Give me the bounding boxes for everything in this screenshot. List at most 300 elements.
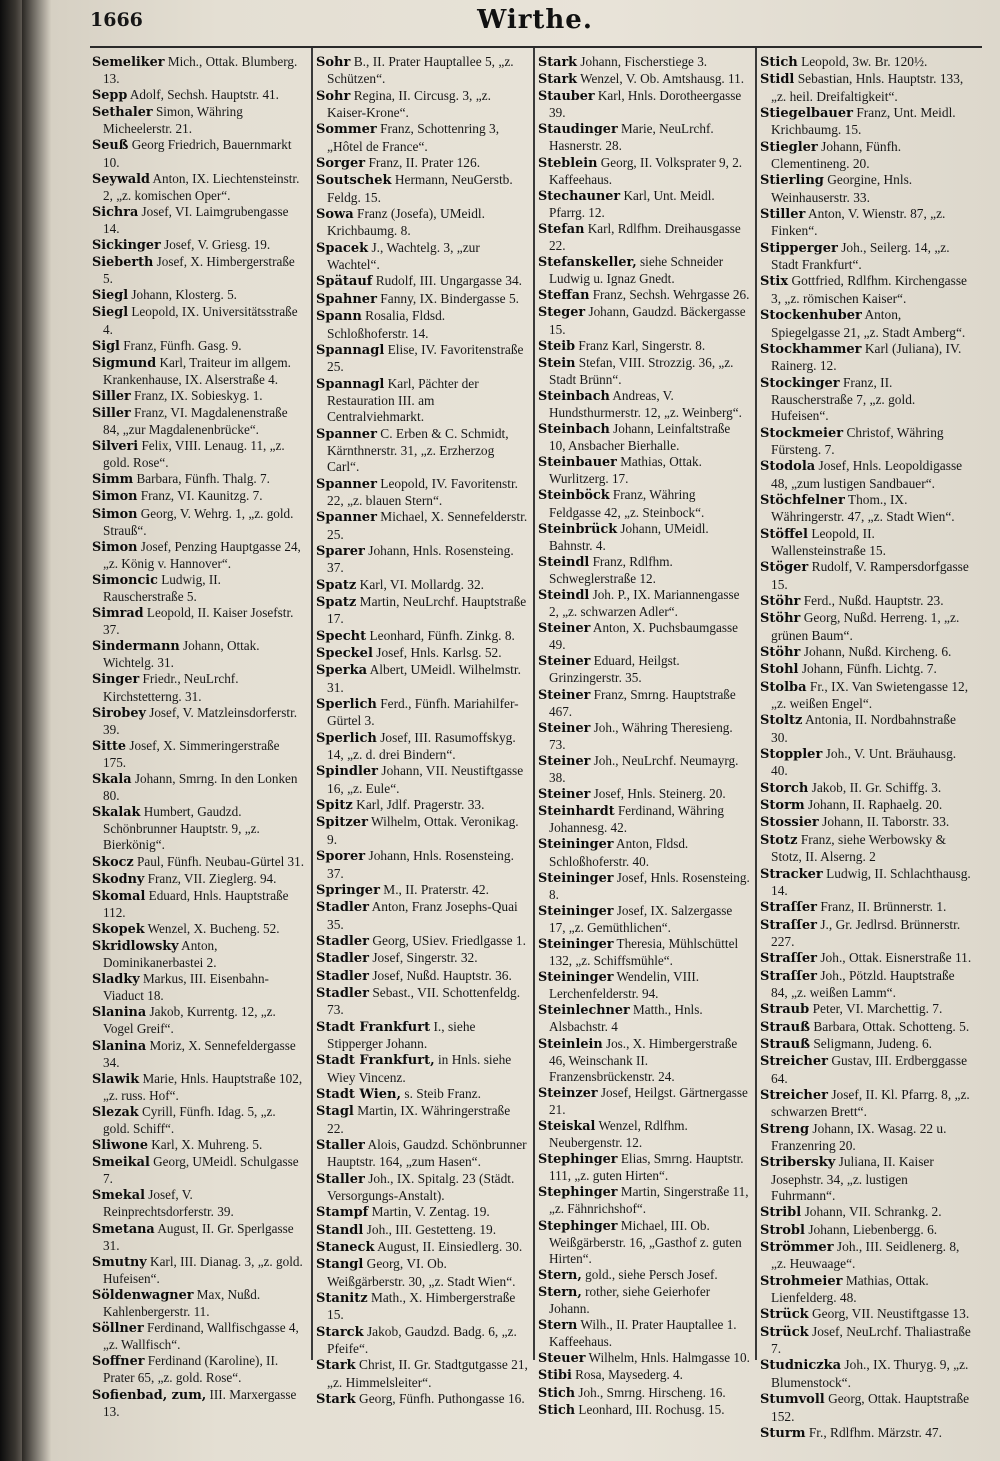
directory-entry xyxy=(92,1221,304,1254)
directory-entry xyxy=(538,936,750,969)
directory-entry xyxy=(316,763,528,797)
directory-entry xyxy=(538,121,750,154)
entry-details: Peter, VI. Marchettig. 7. xyxy=(812,1001,943,1017)
directory-entry xyxy=(92,405,304,438)
entry-details: Johann, Nußd. Kircheng. 6. xyxy=(803,644,952,660)
entry-details: Ludwig, II. Rauscherstraße 5. xyxy=(103,571,221,604)
entry-name: Sohr xyxy=(316,55,351,70)
entry-details: Josef, Hnls. Leopoldigasse 48, „zum lustigen Sandbauer“. xyxy=(771,458,963,491)
entry-details: Josef, V. Griesg. 19. xyxy=(164,237,271,253)
directory-entry xyxy=(92,237,304,254)
directory-entry xyxy=(538,521,750,554)
entry-name: Standl xyxy=(316,1222,364,1238)
directory-entry xyxy=(538,54,750,71)
entry-name: Stanitz xyxy=(316,1291,368,1307)
entry-details: Georg, VII. Neustiftgasse 13. xyxy=(811,1306,970,1322)
entry-name: Stangl xyxy=(316,1257,364,1273)
directory-entry xyxy=(92,671,304,704)
entry-name: Slanina xyxy=(92,1038,147,1054)
directory-entry xyxy=(316,1256,528,1290)
entry-name: Storm xyxy=(760,798,805,814)
directory-entry xyxy=(316,121,528,155)
directory-entry xyxy=(538,687,750,720)
directory-entry xyxy=(760,1001,972,1018)
entry-details: Josef, X. Simmeringerstraße 175. xyxy=(103,737,280,770)
entry-details: Joh. P., IX. Mariannengasse 2, „z. schwarzen Adler“. xyxy=(549,587,740,620)
directory-entry xyxy=(760,1036,972,1053)
directory-entry xyxy=(316,509,528,543)
header-rule xyxy=(90,46,982,48)
entry-details: Gottfried, Rdlfhm. Kirchengasse 3, „z. römischen Kaiser“. xyxy=(771,273,967,306)
entry-details: Georg, Fünfh. Puthongasse 16. xyxy=(359,1391,525,1407)
entry-details: Franz, II. Prater 126. xyxy=(368,155,481,171)
entry-name: Stadler xyxy=(316,933,369,949)
directory-entry xyxy=(538,155,750,188)
entry-details: Josef, NeuLrchf. Thaliastraße 7. xyxy=(771,1323,971,1357)
entry-name: Sickinger xyxy=(92,238,161,254)
entry-details: Johann, II. Taborstr. 33. xyxy=(822,814,950,830)
entry-name: Steiner xyxy=(538,787,591,803)
entry-name: Steinlein xyxy=(538,1036,603,1052)
entry-name: Stix xyxy=(760,274,789,290)
entry-name: Singer xyxy=(92,672,140,688)
entry-name: Sethaler xyxy=(92,105,153,121)
entry-name: Straſſer xyxy=(760,900,817,916)
entry-name: Steffan xyxy=(538,288,590,304)
entry-details: Joh., III. Seidlenerg. 8, „z. Heuwaage“. xyxy=(771,1239,960,1272)
entry-name: Spindler xyxy=(316,764,379,780)
entry-details: Johann, UMeidl. Bahnstr. 4. xyxy=(549,520,709,553)
directory-entry xyxy=(760,341,972,375)
directory-entry xyxy=(760,610,972,644)
entry-name: Stossier xyxy=(760,815,819,831)
entry-name: Stefanskeller, xyxy=(538,255,637,271)
directory-entry xyxy=(92,854,304,871)
entry-name: Stumvoll xyxy=(760,1392,825,1408)
directory-entry xyxy=(316,577,528,594)
entry-name: Seywald xyxy=(92,171,150,187)
entry-details: August, II. Einsiedlerg. 30. xyxy=(377,1239,523,1255)
directory-entry xyxy=(760,375,972,425)
entry-details: Josef, Nußd. Hauptstr. 36. xyxy=(372,967,512,983)
directory-entry xyxy=(92,104,304,137)
entry-details: Moriz, X. Sennefeldergasse 34. xyxy=(103,1037,296,1070)
directory-entry xyxy=(316,1204,528,1221)
directory-entry xyxy=(92,1320,304,1353)
directory-column-2 xyxy=(316,54,528,1409)
entry-details: Rosa, Maysederg. 4. xyxy=(575,1367,683,1383)
entry-name: Steininger xyxy=(538,837,614,853)
entry-details: Johann, Liebenbergg. 6. xyxy=(808,1221,938,1237)
entry-name: Stodola xyxy=(760,459,816,475)
entry-details: Karl, Traiteur im allgem. Krankenhause, IX. Alserstraße 4. xyxy=(103,354,291,387)
directory-entry xyxy=(760,206,972,240)
entry-details: Karl, Hnls. Dorotheergasse 39. xyxy=(549,88,742,121)
directory-entry xyxy=(538,254,750,287)
entry-details: Leopold, II. Kaiser Josefstr. 37. xyxy=(103,605,294,638)
entry-details: Joh., Seilerg. 14, „z. Stadt Frankfurt“. xyxy=(771,239,950,273)
directory-entry xyxy=(760,644,972,661)
directory-entry xyxy=(92,938,304,971)
entry-name: Steinbach xyxy=(538,388,610,404)
entry-details: Jos., X. Himbergerstraße 46, Weinschank II. Franzensbrückenstr. 24. xyxy=(549,1035,738,1084)
entry-details: Franz, VI. Magdalenenstraße 84, „zur Magdalenenbrücke“. xyxy=(103,404,288,438)
entry-name: Straſſer xyxy=(760,951,817,967)
entry-name: Steib xyxy=(538,338,576,354)
entry-name: Staller xyxy=(316,1171,365,1187)
entry-details: Mathias, Ottak. Wurlitzerg. 17. xyxy=(549,454,702,487)
entry-name: Steindl xyxy=(538,588,590,603)
directory-entry xyxy=(760,950,972,967)
entry-details: Johann, Gaudzd. Bäckergasse 15. xyxy=(549,304,746,337)
entry-name: Stadt Wien, xyxy=(316,1086,401,1102)
entry-details: M., II. Praterstr. 42. xyxy=(383,881,489,897)
directory-entry xyxy=(316,797,528,814)
entry-name: Stadler xyxy=(316,900,369,916)
entry-name: Spitz xyxy=(316,798,353,814)
entry-details: Anton, V. Wienstr. 87, „z. Finken“. xyxy=(771,206,946,239)
entry-details: Franz, II. Rauscherstraße 7, „z. gold. Hufeisen“. xyxy=(771,374,916,424)
directory-entry xyxy=(316,950,528,967)
directory-entry xyxy=(92,1353,304,1386)
entry-name: Smeikal xyxy=(92,1155,150,1171)
directory-entry xyxy=(538,620,750,653)
entry-name: Sperlich xyxy=(316,730,377,746)
entry-name: Stöhr xyxy=(760,611,801,627)
column-divider xyxy=(533,48,535,1360)
directory-entry xyxy=(316,1222,528,1239)
entry-name: Skodny xyxy=(92,871,145,887)
page-number: 1666 xyxy=(90,9,143,31)
entry-details: Anton, IX. Liechtensteinstr. 2, „z. komischen Oper“. xyxy=(103,170,300,203)
entry-name: Sowa xyxy=(316,207,354,223)
directory-entry xyxy=(538,554,750,587)
entry-name: Stidl xyxy=(760,72,795,88)
directory-entry xyxy=(760,1154,972,1204)
directory-entry xyxy=(538,454,750,487)
entry-name: Stadler xyxy=(316,968,369,984)
entry-name: Stadler xyxy=(316,985,369,1001)
entry-name: Seuß xyxy=(92,138,129,154)
entry-details: Leonhard, III. Rochusg. 15. xyxy=(578,1401,725,1417)
directory-entry xyxy=(316,426,528,476)
entry-name: Stöhr xyxy=(760,645,801,661)
directory-entry xyxy=(760,780,972,797)
entry-name: Siegl xyxy=(92,288,129,304)
entry-name: Sigl xyxy=(92,338,120,354)
directory-entry xyxy=(316,543,528,577)
directory-entry xyxy=(92,638,304,671)
entry-details: Jakob, II. Gr. Schiffg. 3. xyxy=(811,779,942,795)
entry-details: Anton, Dominikanerbastei 2. xyxy=(103,937,218,971)
directory-entry xyxy=(760,899,972,916)
entry-details: Rosalia, Fldsd. Schloßhoferstr. 14. xyxy=(327,308,446,341)
directory-entry xyxy=(538,653,750,686)
entry-name: Storch xyxy=(760,780,809,796)
directory-entry xyxy=(316,1052,528,1086)
entry-name: Steiner xyxy=(538,687,591,703)
directory-entry xyxy=(92,921,304,938)
directory-entry xyxy=(760,458,972,492)
entry-name: Strück xyxy=(760,1324,809,1340)
directory-entry xyxy=(760,71,972,105)
entry-details: Elias, Smrng. Hauptstr. 111, „z. guten Hirten“. xyxy=(549,1151,744,1184)
directory-entry xyxy=(538,221,750,254)
entry-details: Karl, VI. Mollardg. 32. xyxy=(359,576,484,592)
directory-entry xyxy=(538,1284,750,1317)
entry-details: Sebast., VII. Schottenfeldg. 73. xyxy=(327,984,521,1018)
entry-name: Simoncic xyxy=(92,572,158,588)
entry-name: Steinbrück xyxy=(538,521,618,537)
entry-details: Eduard, Hnls. Hauptstraße 112. xyxy=(103,887,289,920)
entry-name: Silveri xyxy=(92,439,139,455)
entry-name: Strömmer xyxy=(760,1240,834,1256)
entry-name: Sliwone xyxy=(92,1138,148,1154)
directory-entry xyxy=(92,355,304,388)
entry-name: Steinhardt xyxy=(538,804,615,820)
entry-name: Stark xyxy=(316,1392,356,1408)
entry-details: Barbara, Ottak. Schotteng. 5. xyxy=(813,1018,970,1034)
directory-entry xyxy=(92,304,304,337)
entry-details: Wilhelm, Hnls. Halmgasse 10. xyxy=(588,1350,750,1366)
directory-entry xyxy=(538,287,750,304)
directory-entry xyxy=(316,1391,528,1408)
entry-details: Fanny, IX. Bindergasse 5. xyxy=(380,290,520,306)
entry-name: Stark xyxy=(316,1358,356,1374)
entry-name: Strauß xyxy=(760,1036,810,1052)
directory-entry xyxy=(316,1019,528,1053)
directory-entry xyxy=(92,338,304,355)
entry-details: Wilhelm, Ottak. Veronikag. 9. xyxy=(327,814,519,847)
directory-entry xyxy=(538,1184,750,1217)
directory-entry xyxy=(316,1239,528,1256)
entry-details: Josef, Hnls. Karlsg. 52. xyxy=(376,645,502,661)
entry-name: Stephinger xyxy=(538,1152,618,1168)
entry-name: Skomal xyxy=(92,888,146,904)
entry-name: Sommer xyxy=(316,122,377,138)
directory-entry xyxy=(538,587,750,620)
entry-details: Karl, Rdlfhm. Dreihausgasse 22. xyxy=(549,220,741,254)
directory-entry xyxy=(316,1290,528,1324)
entry-name: Sofienbad, zum, xyxy=(92,1387,207,1403)
entry-name: Stephinger xyxy=(538,1218,618,1234)
directory-entry xyxy=(760,797,972,814)
entry-name: Stephinger xyxy=(538,1185,618,1201)
entry-details: Karl (Juliana), IV. Rainerg. 12. xyxy=(771,340,962,374)
directory-entry xyxy=(760,1019,972,1036)
entry-details: Josef, Singerstr. 32. xyxy=(372,950,478,966)
directory-entry xyxy=(538,1402,750,1419)
entry-details: Johann, Klosterg. 5. xyxy=(131,287,237,303)
entry-name: Strobl xyxy=(760,1222,805,1238)
directory-entry xyxy=(316,476,528,510)
entry-details: Karl, Jdlf. Pragerstr. 33. xyxy=(356,797,485,813)
directory-column-4 xyxy=(760,54,972,1442)
entry-name: Steiner xyxy=(538,720,591,736)
entry-details: Michael, III. Ob. Weißgärberstr. 16, „Gasthof z. guten Hirten“. xyxy=(549,1217,742,1266)
directory-column-1 xyxy=(92,54,304,1420)
entry-name: Stockenhuber xyxy=(760,308,862,324)
entry-name: Stern, xyxy=(538,1284,582,1300)
directory-entry xyxy=(760,679,972,713)
directory-entry xyxy=(760,273,972,307)
entry-details: Georg, Ottak. Hauptstraße 152. xyxy=(771,1391,970,1424)
entry-name: Stark xyxy=(538,72,578,88)
entry-details: Joh., IX. Thuryg. 9, „z. Blumenstock“. xyxy=(771,1357,969,1390)
directory-entry xyxy=(760,746,972,780)
entry-details: Franz, Währing Feldgasse 42, „z. Steinbock“. xyxy=(549,487,705,520)
entry-name: Spanner xyxy=(316,426,377,442)
entry-details: gold., siehe Persch Josef. xyxy=(585,1266,718,1282)
directory-entry xyxy=(760,1391,972,1425)
entry-details: B., II. Prater Hauptallee 5, „z. Schützen“. xyxy=(327,54,514,87)
entry-name: Sorger xyxy=(316,156,366,172)
entry-name: Sporer xyxy=(316,849,366,865)
entry-name: Spannagl xyxy=(316,376,385,392)
directory-entry xyxy=(760,1425,972,1442)
entry-details: Franz, Unt. Meidl. Krichbaumg. 15. xyxy=(771,105,956,138)
entry-name: Smutny xyxy=(92,1254,147,1270)
entry-details: Franz, VII. Zieglerg. 94. xyxy=(147,870,277,886)
directory-entry xyxy=(92,1387,304,1420)
directory-entry xyxy=(92,1104,304,1137)
entry-name: Straſſer xyxy=(760,917,817,933)
entry-name: Slawik xyxy=(92,1071,140,1087)
entry-details: Anton, X. Puchsbaumgasse 49. xyxy=(549,620,738,653)
directory-entry xyxy=(760,240,972,274)
entry-name: Skridlowsky xyxy=(92,938,179,954)
entry-details: Fr., Rdlfhm. Märzstr. 47. xyxy=(808,1424,942,1440)
entry-details: Josef, Hnls. Rosensteing. 8. xyxy=(549,869,750,902)
entry-name: Stöffel xyxy=(760,526,808,542)
column-divider xyxy=(311,48,313,1360)
directory-entry xyxy=(92,287,304,304)
entry-name: Stein xyxy=(538,355,576,371)
entry-details: Wenzel, X. Bucheng. 52. xyxy=(147,920,280,936)
directory-entry xyxy=(316,1171,528,1205)
entry-details: Felix, VIII. Lenaug. 11, „z. gold. Rose“. xyxy=(103,438,285,471)
entry-name: Stechauner xyxy=(538,188,621,204)
directory-entry xyxy=(92,488,304,505)
entry-name: Stöchfelner xyxy=(760,492,845,508)
entry-name: Siller xyxy=(92,405,131,421)
entry-details: Franz, Fünfh. Gasg. 9. xyxy=(123,337,242,353)
entry-details: Wilh., II. Prater Hauptallee 1. Kaffeehaus. xyxy=(549,1317,737,1350)
directory-entry xyxy=(316,291,528,308)
directory-entry xyxy=(92,388,304,405)
entry-name: Springer xyxy=(316,882,380,898)
directory-entry xyxy=(316,848,528,882)
entry-name: Stolba xyxy=(760,679,807,695)
entry-details: Michael, X. Sennefelderstr. 25. xyxy=(327,509,528,542)
entry-name: Strück xyxy=(760,1307,809,1323)
entry-details: Albert, UMeidl. Wilhelmstr. 31. xyxy=(327,662,521,695)
directory-entry xyxy=(316,155,528,172)
entry-name: Stern, xyxy=(538,1267,582,1283)
directory-entry xyxy=(538,355,750,388)
entry-details: Karl, Unt. Meidl. Pfarrg. 12. xyxy=(549,187,715,220)
entry-name: Sperlich xyxy=(316,697,377,713)
entry-details: Josef, Hnls. Steinerg. 20. xyxy=(593,786,726,802)
directory-entry xyxy=(760,1204,972,1221)
entry-name: Spanner xyxy=(316,476,377,492)
directory-entry xyxy=(92,204,304,237)
entry-name: Stefan xyxy=(538,221,585,237)
entry-details: Johann, Ottak. Wichtelg. 31. xyxy=(103,638,260,671)
entry-details: Johann, IX. Wasag. 22 u. Franzenring 20. xyxy=(771,1120,947,1153)
directory-entry xyxy=(538,188,750,221)
directory-entry xyxy=(538,1002,750,1035)
directory-entry xyxy=(760,54,972,71)
directory-column-3 xyxy=(538,54,750,1419)
directory-entry xyxy=(538,487,750,520)
entry-details: Johann, Fischerstiege 3. xyxy=(580,54,708,69)
entry-details: Joh., Pötzld. Hauptstraße 84, „z. weißen Lamm“. xyxy=(771,967,955,1000)
entry-name: Simon xyxy=(92,489,138,505)
entry-details: siehe Schneider Ludwig u. Ignaz Gnedt. xyxy=(549,254,724,287)
directory-entry xyxy=(92,471,304,488)
entry-name: Sparer xyxy=(316,543,365,559)
directory-entry xyxy=(538,1118,750,1151)
entry-name: Smetana xyxy=(92,1221,155,1237)
directory-entry xyxy=(538,1085,750,1118)
directory-entry xyxy=(92,738,304,771)
entry-name: Stöger xyxy=(760,560,809,576)
entry-details: Georg, USiev. Friedlgasse 1. xyxy=(372,932,526,948)
entry-details: Markus, III. Eisenbahn-Viaduct 18. xyxy=(103,971,269,1004)
entry-details: Jakob, Kurrentg. 12, „z. Vogel Greif“. xyxy=(103,1004,276,1037)
entry-details: Georgine, Hnls. Weinhauserstr. 33. xyxy=(771,172,913,205)
entry-details: Theresia, Mühlschüttel 132, „z. Schiffsmühle“. xyxy=(549,935,739,969)
entry-details: Wenzel, Rdlfhm. Neubergenstr. 12. xyxy=(549,1118,688,1151)
entry-name: Skopek xyxy=(92,921,145,937)
entry-details: Paul, Fünfh. Neubau-Gürtel 31. xyxy=(137,853,305,869)
entry-details: Barbara, Fünfh. Thalg. 7. xyxy=(136,471,270,487)
directory-entry xyxy=(760,172,972,206)
entry-name: Stribl xyxy=(760,1205,802,1221)
entry-name: Skalak xyxy=(92,805,141,821)
entry-name: Stern xyxy=(538,1318,578,1334)
entry-details: Joh., Smrng. Hirscheng. 16. xyxy=(578,1384,726,1400)
entry-name: Semeliker xyxy=(92,55,165,70)
directory-entry xyxy=(538,903,750,936)
entry-name: Soutschek xyxy=(316,173,392,189)
directory-entry xyxy=(760,866,972,900)
directory-entry xyxy=(316,1324,528,1358)
entry-name: Sindermann xyxy=(92,639,180,655)
entry-details: Karl, X. Muhreng. 5. xyxy=(151,1137,263,1153)
entry-name: Stiller xyxy=(760,207,806,223)
directory-entry xyxy=(760,526,972,560)
entry-details: Ludwig, II. Schlachthausg. 14. xyxy=(771,865,971,898)
entry-details: Elise, IV. Favoritenstraße 25. xyxy=(327,341,524,375)
directory-entry xyxy=(538,786,750,803)
entry-details: Eduard, Heilgst. Grinzingerstr. 35. xyxy=(549,653,680,686)
directory-entry xyxy=(760,1306,972,1323)
entry-details: Marie, NeuLrchf. Hasnerstr. 28. xyxy=(549,121,714,154)
entry-details: Friedr., NeuLrchf. Kirchstetterng. 31. xyxy=(103,671,239,704)
entry-name: Steinböck xyxy=(538,488,610,504)
entry-details: Rudolf, V. Rampersdorfgasse 15. xyxy=(771,559,969,592)
entry-name: Stauber xyxy=(538,89,595,105)
entry-details: Regina, II. Circusg. 3, „z. Kaiser-Krone“. xyxy=(327,87,491,121)
entry-name: Stich xyxy=(538,1402,576,1418)
entry-details: Hermann, NeuGerstb. Feldg. 15. xyxy=(327,172,513,205)
entry-details: Georg, II. Volksprater 9, 2. Kaffeehaus. xyxy=(549,154,743,187)
entry-details: Seligmann, Judeng. 6. xyxy=(813,1035,933,1051)
entry-name: Stockmeier xyxy=(760,425,844,441)
directory-entry xyxy=(538,1385,750,1402)
